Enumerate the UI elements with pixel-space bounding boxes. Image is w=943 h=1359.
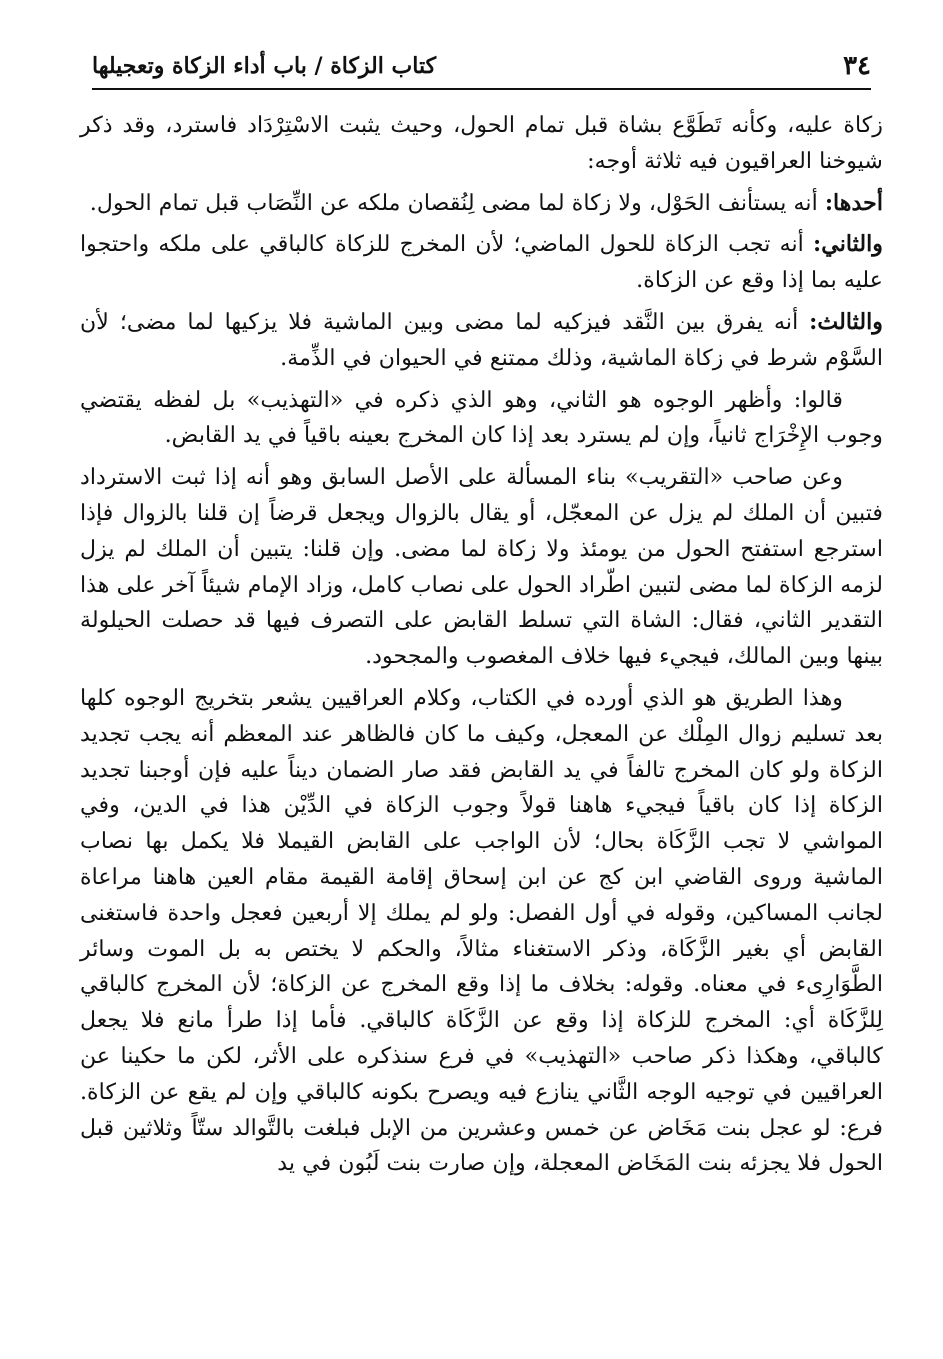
page-header (92, 44, 871, 90)
paragraph (80, 186, 883, 222)
paragraph (80, 460, 883, 675)
paragraph (80, 681, 883, 1182)
paragraph-text: أنه تجب الزكاة للحول الماضي؛ لأن المخرج للزكاة كالباقي على ملكه واحتجوا عليه بما إذا وقع عن الزكاة. (80, 231, 883, 294)
page-number: ٣٤ (843, 51, 871, 81)
paragraph-lead: والثاني: (813, 231, 883, 258)
paragraph (80, 108, 883, 180)
body-text (80, 108, 883, 1188)
paragraph-text: أنه يستأنف الحَوْل، ولا زكاة لما مضى لِنُقصان ملكه عن النِّصَاب قبل تمام الحول. (89, 189, 825, 216)
paragraph-text: وهذا الطريق هو الذي أورده في الكتاب، وكلام العراقيين يشعر بتخريج الوجوه كلها بعد تسليم زوال المِلْك عن المعجل، وكيف ما كان فالظاهر عند المعظم أنه يجب تجديد الزكاة ولو كان المخرج تالفاً في يد القابض فقد صار الضمان ديناً عليه فإن أوجبنا تجديد الزكاة إذا كان باقياً فيجيء هاهنا قولاً وجوب الزكاة في الدِّيْن هذا في الدين، وفي المواشي لا تجب الزَّكَاة بحال؛ لأن الواجب على القابض القيملا فلا يكمل بها نصاب الماشية وروى القاضي ابن كج عن ابن إسحاق إقامة القيمة مقام العين هاهنا مراعاة لجانب المساكين، وقوله في أول الفصل: ولو لم يملك إلا أربعين فعجل واحدة فاستغنى القابض أي بغير الزَّكَاة، وذكر الاستغناء مثالاً، والحكم لا يختص به بل الموت وسائر الطَّوَارِىء في معناه. وقوله: بخلاف ما إذا وقع المخرج عن الزكاة؛ لأن المخرج كالباقي لِلزَّكَاة أي: المخرج للزكاة إذا وقع عن الزَّكَاة كالباقي. فأما إذا طرأ مانع فلا يجعل كالباقي، وهكذا ذكر صاحب «التهذيب» في فرع سنذكره على الأثر، لكن ما حكينا عن العراقيين في توجيه الوجه الثَّاني ينازع فيه ويصرح بكونه كالباقي وإن لم يقع عن الزكاة. فرع: لو عجل بنت مَخَاض عن خمس وعشرين من الإبل فبلغت بالتَّوالد ستّاً وثلاثين قبل الحول فلا يجزئه بنت المَخَاض المعجلة، وإن صارت بنت لَبُون في يد (80, 684, 883, 1177)
paragraph (80, 383, 883, 455)
running-title: كتاب الزكاة / باب أداء الزكاة وتعجيلها (92, 53, 437, 79)
paragraph (80, 305, 883, 377)
paragraph-lead: أحدها: (824, 189, 883, 216)
paragraph-text: قالوا: وأظهر الوجوه هو الثاني، وهو الذي ذكره في «التهذيب» بل لفظه يقتضي وجوب الإِخْرَاج ثانياً، وإن لم يسترد بعد إذا كان المخرج بعينه باقياً في يد القابض. (80, 386, 883, 449)
paragraph-text: وعن صاحب «التقريب» بناء المسألة على الأصل السابق وهو أنه إذا ثبت الاسترداد فتبين أن الملك لم يزل عن المعجّل، أو يقال بالزوال ويجعل قرضاً إن قلنا بالزوال فإذا استرجع استفتح الحول من يومئذ ولا زكاة لما مضى. وإن قلنا: يتبين أن الملك لم يزل لزمه الزكاة لما مضى لتبين اطّراد الحول على نصاب كامل، وزاد الإمام شيئاً آخر على هذا التقدير الثاني، فقال: الشاة التي تسلط القابض على التصرف فيها قد حصلت الحيلولة بينها وبين المالك، فيجيء فيها خلاف المغصوب والمجحود. (80, 464, 883, 670)
paragraph-lead: والثالث: (809, 308, 883, 335)
paragraph (80, 227, 883, 299)
paragraph-text: أنه يفرق بين النَّقد فيزكيه لما مضى وبين الماشية فلا يزكيها لما مضى؛ لأن السَّوْم شرط في زكاة الماشية، وذلك ممتنع في الحيوان في الذِّمة. (80, 308, 883, 371)
paragraph-text: زكاة عليه، وكأنه تَطَوَّع بشاة قبل تمام الحول، وحيث يثبت الاسْتِرْدَاد فاسترد، وقد ذكر شيوخنا العراقيون فيه ثلاثة أوجه: (80, 112, 883, 174)
